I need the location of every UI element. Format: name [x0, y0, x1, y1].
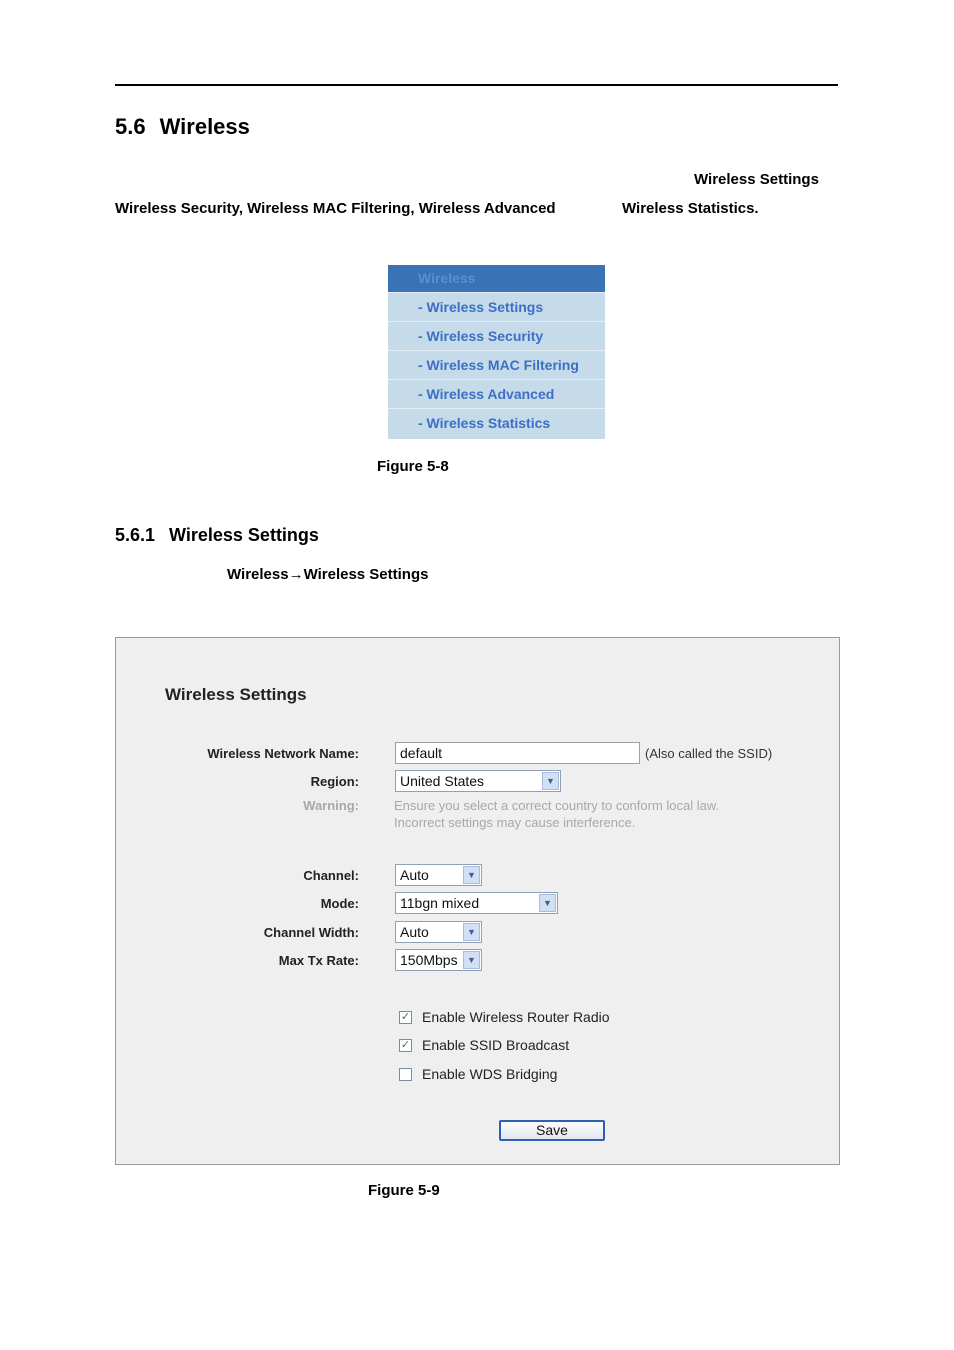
channel-width-select[interactable] — [395, 921, 482, 943]
region-value: United States — [400, 773, 485, 789]
channel-value: Auto — [400, 867, 429, 883]
chevron-down-icon[interactable]: ▼ — [539, 894, 556, 912]
intro-line2-right: Wireless Statistics. — [622, 200, 759, 217]
figure-5-9-caption: Figure 5-9 — [368, 1182, 440, 1199]
wds-bridging-label: Enable WDS Bridging — [422, 1066, 558, 1082]
menu-item-label: - Wireless Security — [418, 328, 544, 344]
region-label: Region: — [310, 774, 359, 789]
menu-item-label: - Wireless MAC Filtering — [418, 357, 579, 373]
chevron-down-icon[interactable]: ▼ — [463, 866, 480, 884]
wireless-settings-panel — [115, 637, 840, 1165]
mode-value: 11bgn mixed — [400, 895, 480, 911]
warning-line-2: Incorrect settings may cause interference. — [394, 815, 636, 830]
ssid-note: (Also called the SSID) — [645, 746, 773, 761]
max-tx-rate-select[interactable] — [395, 949, 482, 971]
section-number: 5.6 — [115, 114, 146, 139]
ssid-input[interactable] — [395, 742, 640, 764]
wireless-radio-checkbox[interactable]: ✓ — [400, 1011, 411, 1023]
chevron-down-icon[interactable]: ▼ — [463, 951, 480, 969]
menu-item-wireless-advanced[interactable] — [388, 379, 605, 407]
chevron-down-icon[interactable]: ▼ — [542, 772, 559, 790]
max-tx-rate-label: Max Tx Rate: — [278, 953, 359, 968]
mode-select[interactable] — [395, 892, 558, 914]
warning-line-1: Ensure you select a correct country to conform local law. — [394, 798, 720, 813]
warning-label: Warning: — [303, 798, 359, 813]
channel-select[interactable] — [395, 864, 482, 886]
channel-width-label: Channel Width: — [263, 925, 359, 940]
mode-label: Mode: — [320, 896, 359, 911]
section-heading — [115, 114, 250, 140]
ssid-broadcast-checkbox[interactable]: ✓ — [400, 1039, 411, 1051]
region-select[interactable] — [395, 770, 561, 792]
channel-label: Channel: — [303, 868, 359, 883]
ssid-broadcast-label: Enable SSID Broadcast — [422, 1037, 570, 1053]
header-rule — [115, 84, 838, 86]
figure-5-8-caption: Figure 5-8 — [377, 458, 449, 475]
intro-line2-left: Wireless Security, Wireless MAC Filtering, Wireless Advanced — [115, 200, 556, 217]
menu-item-wireless-security[interactable] — [388, 321, 605, 349]
panel-title: Wireless Settings — [165, 685, 307, 704]
menu-path: Wireless→Wireless Settings — [227, 566, 429, 583]
save-button[interactable]: Save — [499, 1120, 605, 1141]
channel-width-value: Auto — [400, 924, 429, 940]
menu-item-label: - Wireless Statistics — [418, 415, 551, 431]
wireless-radio-label: Enable Wireless Router Radio — [422, 1009, 610, 1025]
menu-item-wireless-settings[interactable] — [388, 292, 605, 320]
section-title: Wireless — [159, 114, 250, 139]
wds-bridging-checkbox[interactable] — [399, 1068, 412, 1081]
max-tx-rate-value: 150Mbps — [400, 952, 458, 968]
subsection-number: 5.6.1 — [115, 525, 156, 545]
menu-item-label: - Wireless Settings — [418, 299, 544, 315]
menu-item-wireless-statistics[interactable] — [388, 408, 605, 436]
menu-item-label: - Wireless Advanced — [418, 386, 555, 402]
ssid-label: Wireless Network Name: — [207, 746, 359, 761]
menu-header-label: Wireless — [418, 270, 476, 286]
menu-item-wireless-mac-filtering[interactable] — [388, 350, 605, 378]
wireless-menu — [388, 265, 605, 439]
menu-header[interactable] — [388, 265, 605, 292]
subsection-title: Wireless Settings — [169, 525, 319, 545]
intro-line1-right: Wireless Settings — [694, 171, 819, 188]
chevron-down-icon[interactable]: ▼ — [463, 923, 480, 941]
subsection-heading — [115, 525, 319, 546]
